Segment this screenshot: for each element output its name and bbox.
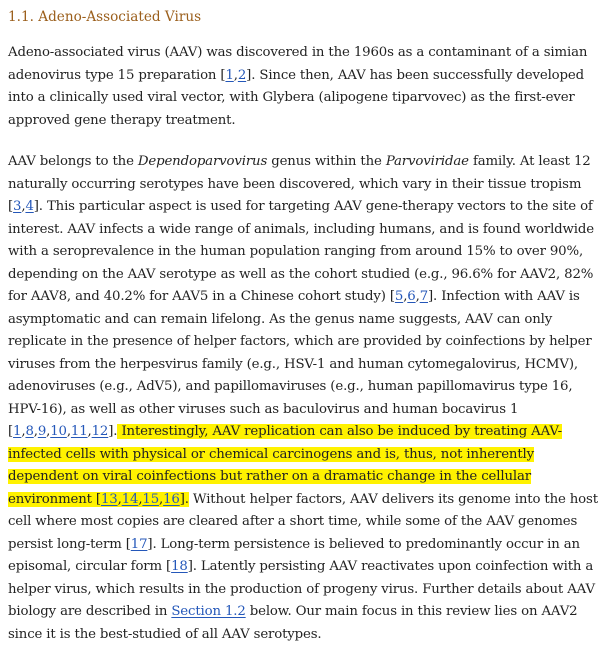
citation-separator: , xyxy=(403,289,408,304)
citation-link[interactable]: 16 xyxy=(163,491,180,507)
genus-name: Dependoparvovirus xyxy=(137,154,268,169)
citation-link[interactable]: 5 xyxy=(394,289,404,304)
family-name: Parvoviridae xyxy=(385,154,469,169)
citation-separator: , xyxy=(21,424,26,439)
paragraph-text: ]. Since then, AAV has been successfully developed into a clinically used viral vector, with Glybera (alipogene tiparvovec) as the first-ever approved gene therapy treatment. xyxy=(8,67,584,128)
citation-link[interactable]: 1 xyxy=(13,424,22,439)
citation-link[interactable]: 11 xyxy=(70,424,88,439)
citation-link[interactable]: 2 xyxy=(237,67,247,83)
citation-link[interactable]: 6 xyxy=(407,289,416,304)
paragraph-text: ]. Infection with AAV is asymptomatic and can remain lifelong. As the genus name suggests, AAV can only replicate in the presence of helper factors, which are provided by coinfections by helper viruses from the herpesvirus family (e.g., HSV-1 and human cytomegalovirus, HCMV), adenoviruses (e.g., AdV5), and papillomaviruses (e.g., human papillomavirus type 16, HPV-16), as well as other viruses such as baculovirus and human bocavirus 1 [ xyxy=(8,289,592,439)
citation-separator: , xyxy=(233,67,238,83)
paragraph-text: genus within the xyxy=(267,154,386,169)
citation-link[interactable]: 18 xyxy=(171,559,188,574)
highlighted-text: Interestingly, AAV replication can also be induced by treating AAV-infected cells with physical or chemical carcinogens and is, thus, not inherently dependent on viral coinfections but rather on a dramatic change in the cellular environment [ xyxy=(8,424,563,507)
citation-link[interactable]: 14 xyxy=(121,491,139,507)
citation-separator: , xyxy=(138,491,143,507)
citation-link[interactable]: 7 xyxy=(419,289,428,304)
paragraph-text: ]. This particular aspect is used for targeting AAV gene-therapy vectors to the site of interest. AAV infects a wide range of animals, including humans, and is found worldwide with a seroprevalence in the human population ranging from around 15% to over 90%, depending on the AAV serotype as well as the cohort studied (e.g., 96.6% for AAV2, 82% for AAV8, and 40.2% for AAV5 in a Chinese cohort study) [ xyxy=(8,199,594,304)
citation-separator: , xyxy=(66,424,71,439)
citation-separator: , xyxy=(159,491,164,507)
citation-separator: , xyxy=(415,289,420,304)
citation-separator: , xyxy=(33,424,38,439)
section-heading: 1.1. Adeno-Associated Virus xyxy=(8,9,202,25)
paragraph-text: Adeno-associated virus (AAV) was discovered in the 1960s as a contaminant of a simian adenovirus type 15 preparation [ xyxy=(8,45,588,83)
paragraph-text: Without helper factors, AAV delivers its genome into the host cell where most copies are cleared after a short time, while some of the AAV genomes persist long-term [ xyxy=(8,491,598,552)
paragraph-text: AAV belongs to the xyxy=(8,154,138,169)
citation-link[interactable]: 4 xyxy=(25,199,34,214)
citation-separator: , xyxy=(46,424,51,439)
citation-link[interactable]: 1 xyxy=(225,67,234,83)
citation-link[interactable]: 17 xyxy=(130,536,148,552)
paragraph-text: ]. xyxy=(108,424,118,439)
citation-link[interactable]: 10 xyxy=(50,424,67,439)
paragraph-text: family. At least 12 naturally occurring serotypes have been discovered, which vary in their tissue tropism [ xyxy=(8,154,591,214)
highlighted-text: ]. xyxy=(179,491,189,507)
citation-separator: , xyxy=(87,424,92,439)
section-crossref-link[interactable]: Section 1.2 xyxy=(171,604,246,619)
biology-paragraph xyxy=(8,151,599,646)
paragraph-text: below. Our main focus in this review lies on AAV2 since it is the best-studied of all AAV serotypes. xyxy=(8,604,578,642)
citation-separator: , xyxy=(117,491,122,507)
citation-link[interactable]: 12 xyxy=(91,424,109,439)
paragraph-text: ]. Latently persisting AAV reactivates upon coinfection with a helper virus, which results in the production of progeny virus. Further details about AAV biology are described in xyxy=(8,559,595,619)
citation-link[interactable]: 15 xyxy=(142,491,160,507)
citation-link[interactable]: 13 xyxy=(100,491,118,507)
paragraph-text: ]. Long-term persistence is believed to predominantly occur in an episomal, circular form [ xyxy=(8,536,580,574)
citation-separator: , xyxy=(21,199,26,214)
citation-link[interactable]: 9 xyxy=(37,424,47,439)
citation-link[interactable]: 3 xyxy=(13,199,22,214)
citation-link[interactable]: 8 xyxy=(25,424,34,439)
intro-paragraph xyxy=(8,42,599,132)
